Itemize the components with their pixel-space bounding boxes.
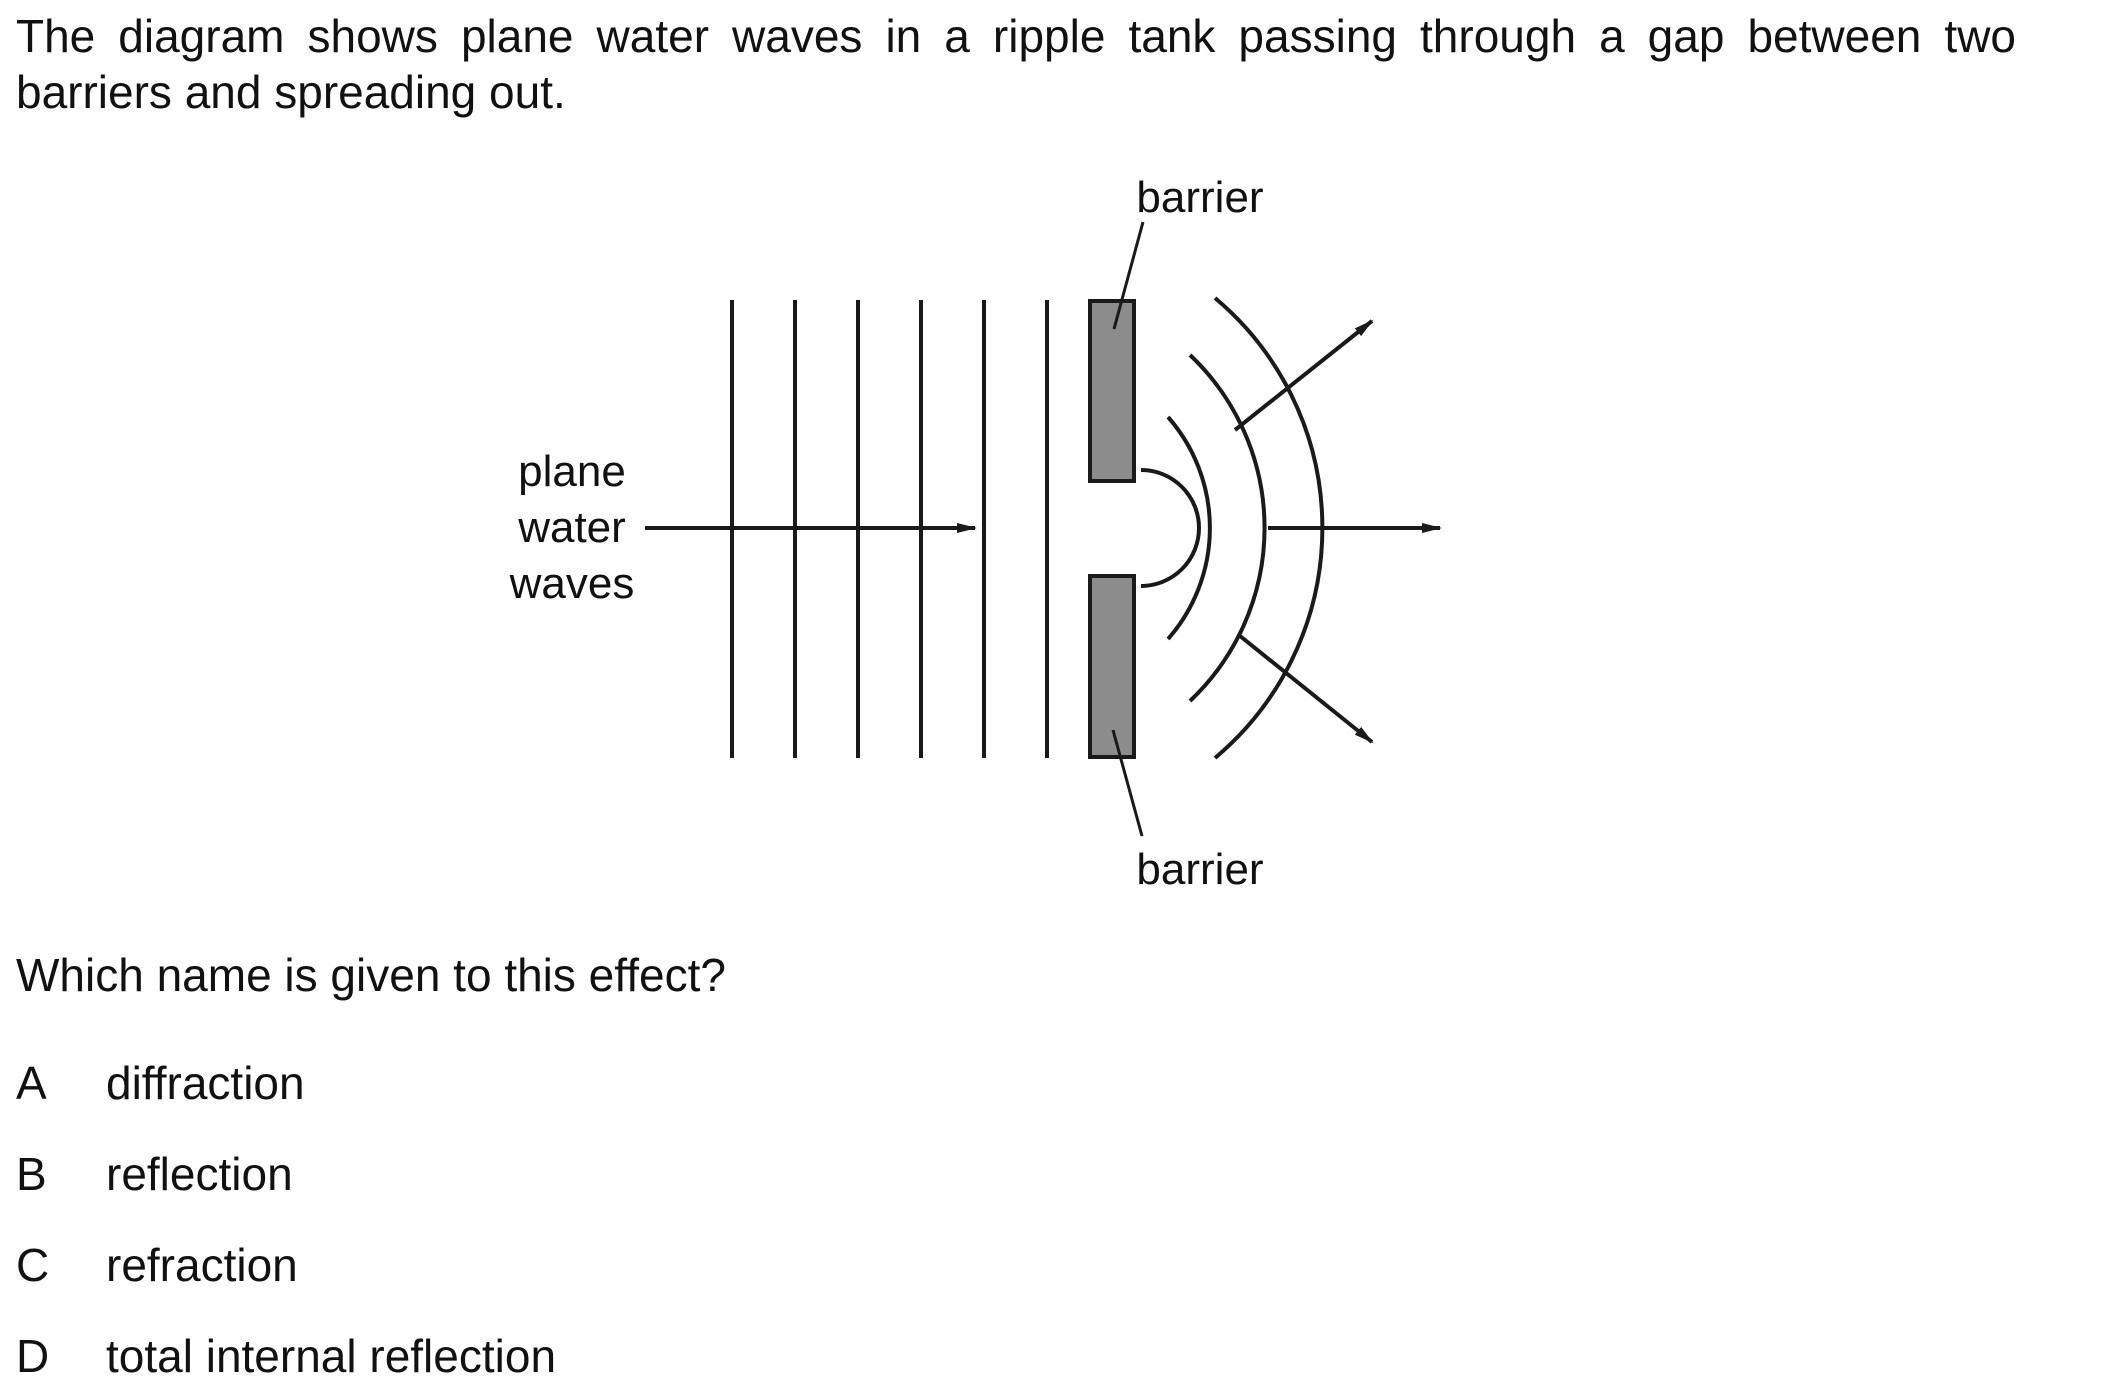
circular-wavefront [1168,417,1210,639]
barrier-top [1090,301,1134,481]
question-text: Which name is given to this effect? [16,949,726,1001]
option-c[interactable] [16,1238,298,1292]
option-text: total internal reflection [106,1330,557,1382]
waves-label-line3: waves [509,559,635,608]
option-text: reflection [106,1148,293,1200]
diffracted-arrow-down [1240,636,1372,742]
option-d[interactable] [16,1329,556,1383]
barrier-bottom [1090,576,1134,757]
option-text: refraction [106,1239,298,1291]
waves-label-line1: plane [518,447,626,496]
barrier-label-top: barrier [1136,173,1264,222]
barrier-label-bottom: barrier [1136,845,1264,894]
waves-label-line2: water [518,503,626,552]
option-text: diffraction [106,1057,305,1109]
circular-wavefront [1141,470,1199,586]
option-b[interactable] [16,1147,293,1201]
option-letter: D [16,1330,50,1382]
option-letter: B [16,1148,47,1200]
option-a[interactable] [16,1056,305,1110]
intro-paragraph: The diagram shows plane water waves in a ripple tank passing through a gap between two barriers and spreading out. [16,10,2016,118]
option-letter: C [16,1239,50,1291]
option-letter: A [16,1057,47,1109]
